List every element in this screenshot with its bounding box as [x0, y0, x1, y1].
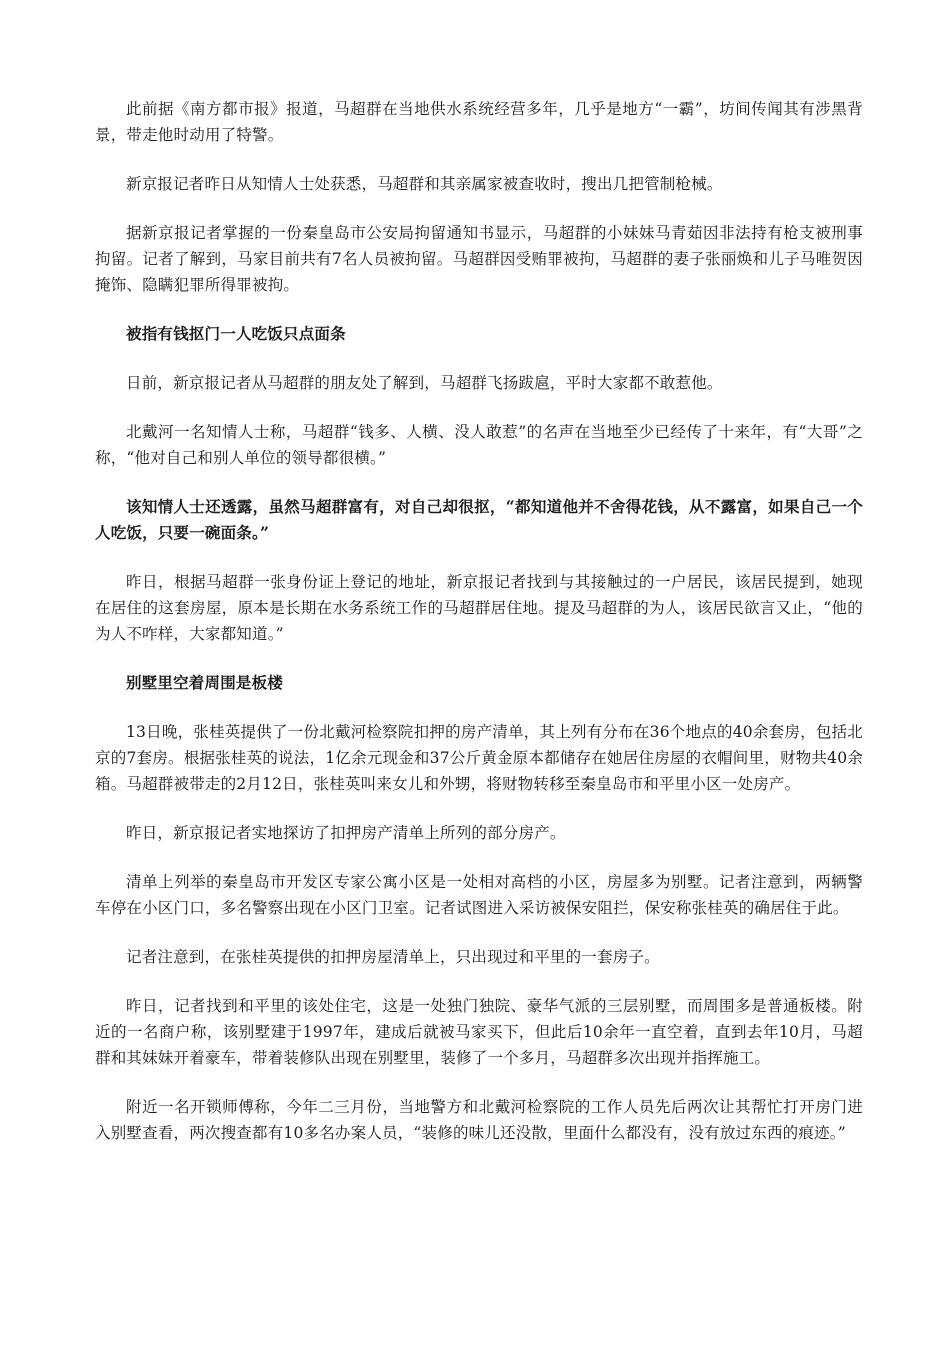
bold-paragraph: 该知情人士还透露，虽然马超群富有，对自己却很抠，“都知道他并不舍得花钱，从不露富，如果自己一个人吃饭，只要一碗面条。”	[95, 497, 863, 542]
paragraph: 此前据《南方都市报》报道，马超群在当地供水系统经营多年，几乎是地方“一霸”，坊间传闻其有涉黑背景，带走他时动用了特警。	[95, 100, 863, 144]
article-body	[95, 96, 863, 1169]
paragraph: 日前，新京报记者从马超群的朋友处了解到，马超群飞扬跋扈，平时大家都不敢惹他。	[126, 374, 723, 392]
section-heading: 别墅里空着周围是板楼	[126, 673, 284, 692]
paragraph: 北戴河一名知情人士称，马超群“钱多、人横、没人敢惹”的名声在当地至少已经传了十来年，有“大哥”之称，“他对自己和别人单位的领导都很横。”	[95, 423, 863, 467]
paragraph: 附近一名开锁师傅称，今年二三月份，当地警方和北戴河检察院的工作人员先后两次让其帮忙打开房门进入别墅查看，两次搜查都有10多名办案人员，“装修的味儿还没散，里面什么都没有，没有放过东西的痕迹。”	[95, 1098, 863, 1142]
paragraph: 昨日，记者找到和平里的该处住宅，这是一处独门独院、豪华气派的三层别墅，而周围多是普通板楼。附近的一名商户称，该别墅建于1997年，建成后就被马家买下，但此后10余年一直空着，直到去年10月，马超群和其妹妹开着豪车，带着装修队出现在别墅里，装修了一个多月，马超群多次出现并指挥施工。	[95, 997, 863, 1067]
paragraph: 清单上列举的秦皇岛市开发区专家公寓小区是一处相对高档的小区，房屋多为别墅。记者注意到，两辆警车停在小区门口，多名警察出现在小区门卫室。记者试图进入采访被保安阻拦，保安称张桂英的确居住于此。	[95, 873, 863, 917]
paragraph: 据新京报记者掌握的一份秦皇岛市公安局拘留通知书显示，马超群的小妹妹马青茹因非法持有枪支被刑事拘留。记者了解到，马家目前共有7名人员被拘留。马超群因受贿罪被拘，马超群的妻子张丽焕和儿子马唯贺因掩饰、隐瞒犯罪所得罪被拘。	[95, 224, 863, 294]
paragraph: 记者注意到，在张桂英提供的扣押房屋清单上，只出现过和平里的一套房子。	[126, 948, 660, 966]
paragraph: 昨日，新京报记者实地探访了扣押房产清单上所列的部分房产。	[126, 824, 566, 842]
paragraph: 13日晚，张桂英提供了一份北戴河检察院扣押的房产清单，其上列有分布在36个地点的40余套房，包括北京的7套房。根据张桂英的说法，1亿余元现金和37公斤黄金原本都储存在她居住房屋的衣帽间里，财物共40余箱。马超群被带走的2月12日，张桂英叫来女儿和外甥，将财物转移至秦皇岛市和平里小区一处房产。	[95, 723, 863, 793]
section-heading: 被指有钱抠门一人吃饭只点面条	[126, 324, 346, 343]
paragraph: 新京报记者昨日从知情人士处获悉，马超群和其亲属家被查收时，搜出几把管制枪械。	[126, 175, 723, 193]
paragraph: 昨日，根据马超群一张身份证上登记的地址，新京报记者找到与其接触过的一户居民，该居民提到，她现在居住的这套房屋，原本是长期在水务系统工作的马超群居住地。提及马超群的为人，该居民欲言又止，“他的为人不咋样，大家都知道。”	[95, 573, 863, 643]
